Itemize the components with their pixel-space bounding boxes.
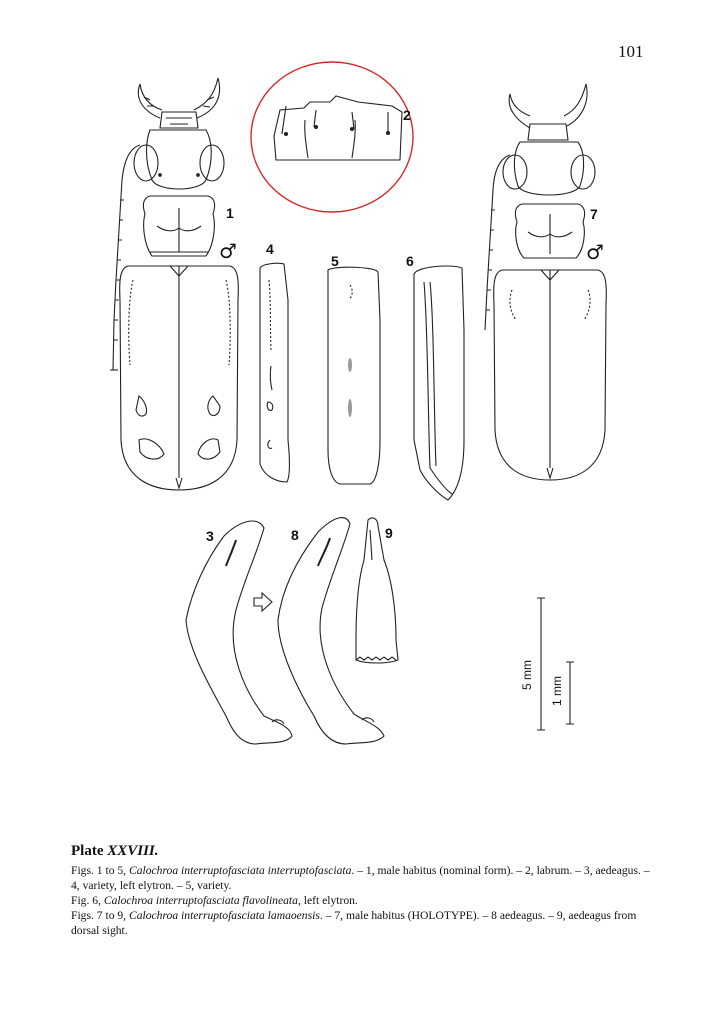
arrow-icon: [254, 593, 272, 611]
caption-line-2: Fig. 6, Calochroa interruptofasciata flavolineata, left elytron.: [71, 894, 358, 907]
scale-bar-5mm: [537, 598, 545, 730]
male-symbol-fig1: ♂: [219, 239, 237, 263]
figure-label-9: 9: [385, 525, 393, 541]
elytron-fig5: [328, 267, 380, 484]
aedeagus-fig8: [278, 518, 384, 744]
plate-caption: [71, 844, 661, 938]
figure-label-6: 6: [406, 253, 414, 269]
labrum-fig2: [274, 96, 402, 160]
figure-label-3: 3: [206, 528, 214, 544]
scale-bar-1mm: [566, 662, 574, 724]
figure-label-7: 7: [590, 206, 598, 222]
scale-label-5mm: 5 mm: [520, 660, 534, 690]
highlight-circle: [251, 62, 413, 212]
beetle-habitus-fig7: [485, 84, 606, 480]
aedeagus-fig3: [186, 521, 292, 744]
figure-label-8: 8: [291, 527, 299, 543]
caption-line-3: Figs. 7 to 9, Calochroa interruptofasciata lamaoensis. – 7, male habitus (HOLOTYPE). – 8 aedeagus. – 9, aedeagus from dorsal sight.: [71, 909, 637, 937]
elytron-fig6: [414, 266, 464, 500]
figure-label-5: 5: [331, 253, 339, 269]
page-number: 101: [618, 42, 644, 61]
elytron-fig4: [260, 263, 289, 482]
caption-line-1: Figs. 1 to 5, Calochroa interruptofasciata interruptofasciata. – 1, male habitus (nominal form). – 2, labrum. – 3, aedeagus. – 4, variety, left elytron. – 5, variety.: [71, 864, 650, 892]
scale-label-1mm: 1 mm: [550, 676, 564, 706]
beetle-habitus-fig1: [110, 78, 238, 490]
male-symbol-fig7: ♂: [586, 240, 604, 264]
figure-label-1: 1: [226, 205, 234, 221]
figure-label-4: 4: [266, 241, 274, 257]
plate-title: Plate XXVIII.: [71, 843, 159, 859]
figure-label-2: 2: [403, 107, 411, 123]
